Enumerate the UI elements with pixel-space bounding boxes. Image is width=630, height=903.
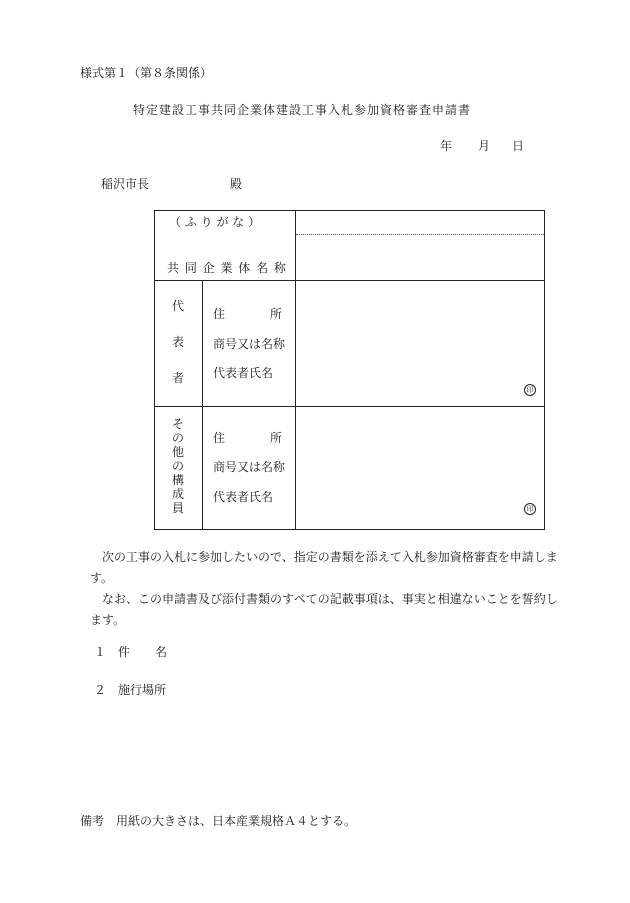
item-number: １: [94, 645, 107, 659]
group-char: 成: [171, 487, 184, 501]
construction-site-label: 施行場所: [118, 683, 167, 697]
item-number: ２: [94, 683, 107, 697]
date-day-label: 日: [512, 139, 525, 153]
group-char: 表: [171, 335, 184, 349]
group-char: 構: [171, 473, 184, 487]
rep-address-field[interactable]: [297, 301, 542, 325]
other-trade-name-label: 商号又は名称: [213, 460, 286, 474]
group-char: 他: [171, 445, 184, 459]
group-char: そ: [171, 417, 184, 431]
document-title: 特定建設工事共同企業体建設工事入札参加資格審査申請書: [133, 103, 472, 117]
addressee: 稲沢市長: [101, 177, 150, 191]
rep-address-label-a: 住: [213, 307, 226, 321]
rep-name-label: 代表者氏名: [213, 366, 274, 380]
honorific: 殿: [230, 177, 243, 191]
furigana-divider: [296, 234, 544, 235]
other-rep-name-field[interactable]: [297, 485, 517, 509]
furigana-field[interactable]: [297, 216, 542, 232]
date-year-label: 年: [440, 139, 453, 153]
form-number: 様式第１（第８条関係）: [80, 66, 213, 80]
jv-name-field[interactable]: [297, 237, 542, 277]
other-rep-name-label: 代表者氏名: [213, 490, 274, 504]
other-address-field[interactable]: [297, 425, 542, 449]
representative-group-label: [171, 300, 185, 384]
label-column-divider: [295, 211, 296, 529]
table-divider-jv: [155, 280, 544, 281]
group-char: の: [171, 431, 184, 445]
group-column-divider: [202, 280, 203, 529]
project-name-label-a: 件: [118, 645, 131, 659]
project-name-label-b: 名: [155, 645, 168, 659]
group-char: 代: [171, 299, 184, 313]
other-seal-mark: 印: [524, 503, 536, 515]
date-month-label: 月: [478, 139, 491, 153]
remark-note: 備考 用紙の大きさは、日本産業規格Ａ４とする。: [80, 814, 357, 828]
group-char: 員: [171, 501, 184, 515]
rep-trade-name-label: 商号又は名称: [213, 337, 286, 351]
other-trade-name-field[interactable]: [297, 455, 542, 479]
rep-address-label-b: 所: [270, 307, 283, 321]
rep-name-field[interactable]: [297, 361, 517, 385]
pledge-statement: なお、この申請書及び添付書類のすべての記載事項は、事実と相違ないことを誓約します。: [90, 592, 558, 627]
table-divider-rep: [155, 406, 544, 407]
rep-seal-mark: 印: [524, 384, 536, 396]
group-char: の: [171, 459, 184, 473]
other-address-label-b: 所: [270, 431, 283, 445]
group-char: 者: [171, 371, 184, 385]
application-statement: 次の工事の入札に参加したいので、指定の書類を添えて入札参加資格審査を申請します。: [90, 550, 558, 585]
application-table: [154, 210, 545, 530]
rep-trade-name-field[interactable]: [297, 331, 542, 355]
furigana-label: （ ふ り が な ）: [169, 215, 261, 229]
jv-name-label: 共 同 企 業 体 名 称: [167, 261, 287, 275]
other-address-label-a: 住: [213, 431, 226, 445]
other-members-group-label: [171, 418, 185, 514]
